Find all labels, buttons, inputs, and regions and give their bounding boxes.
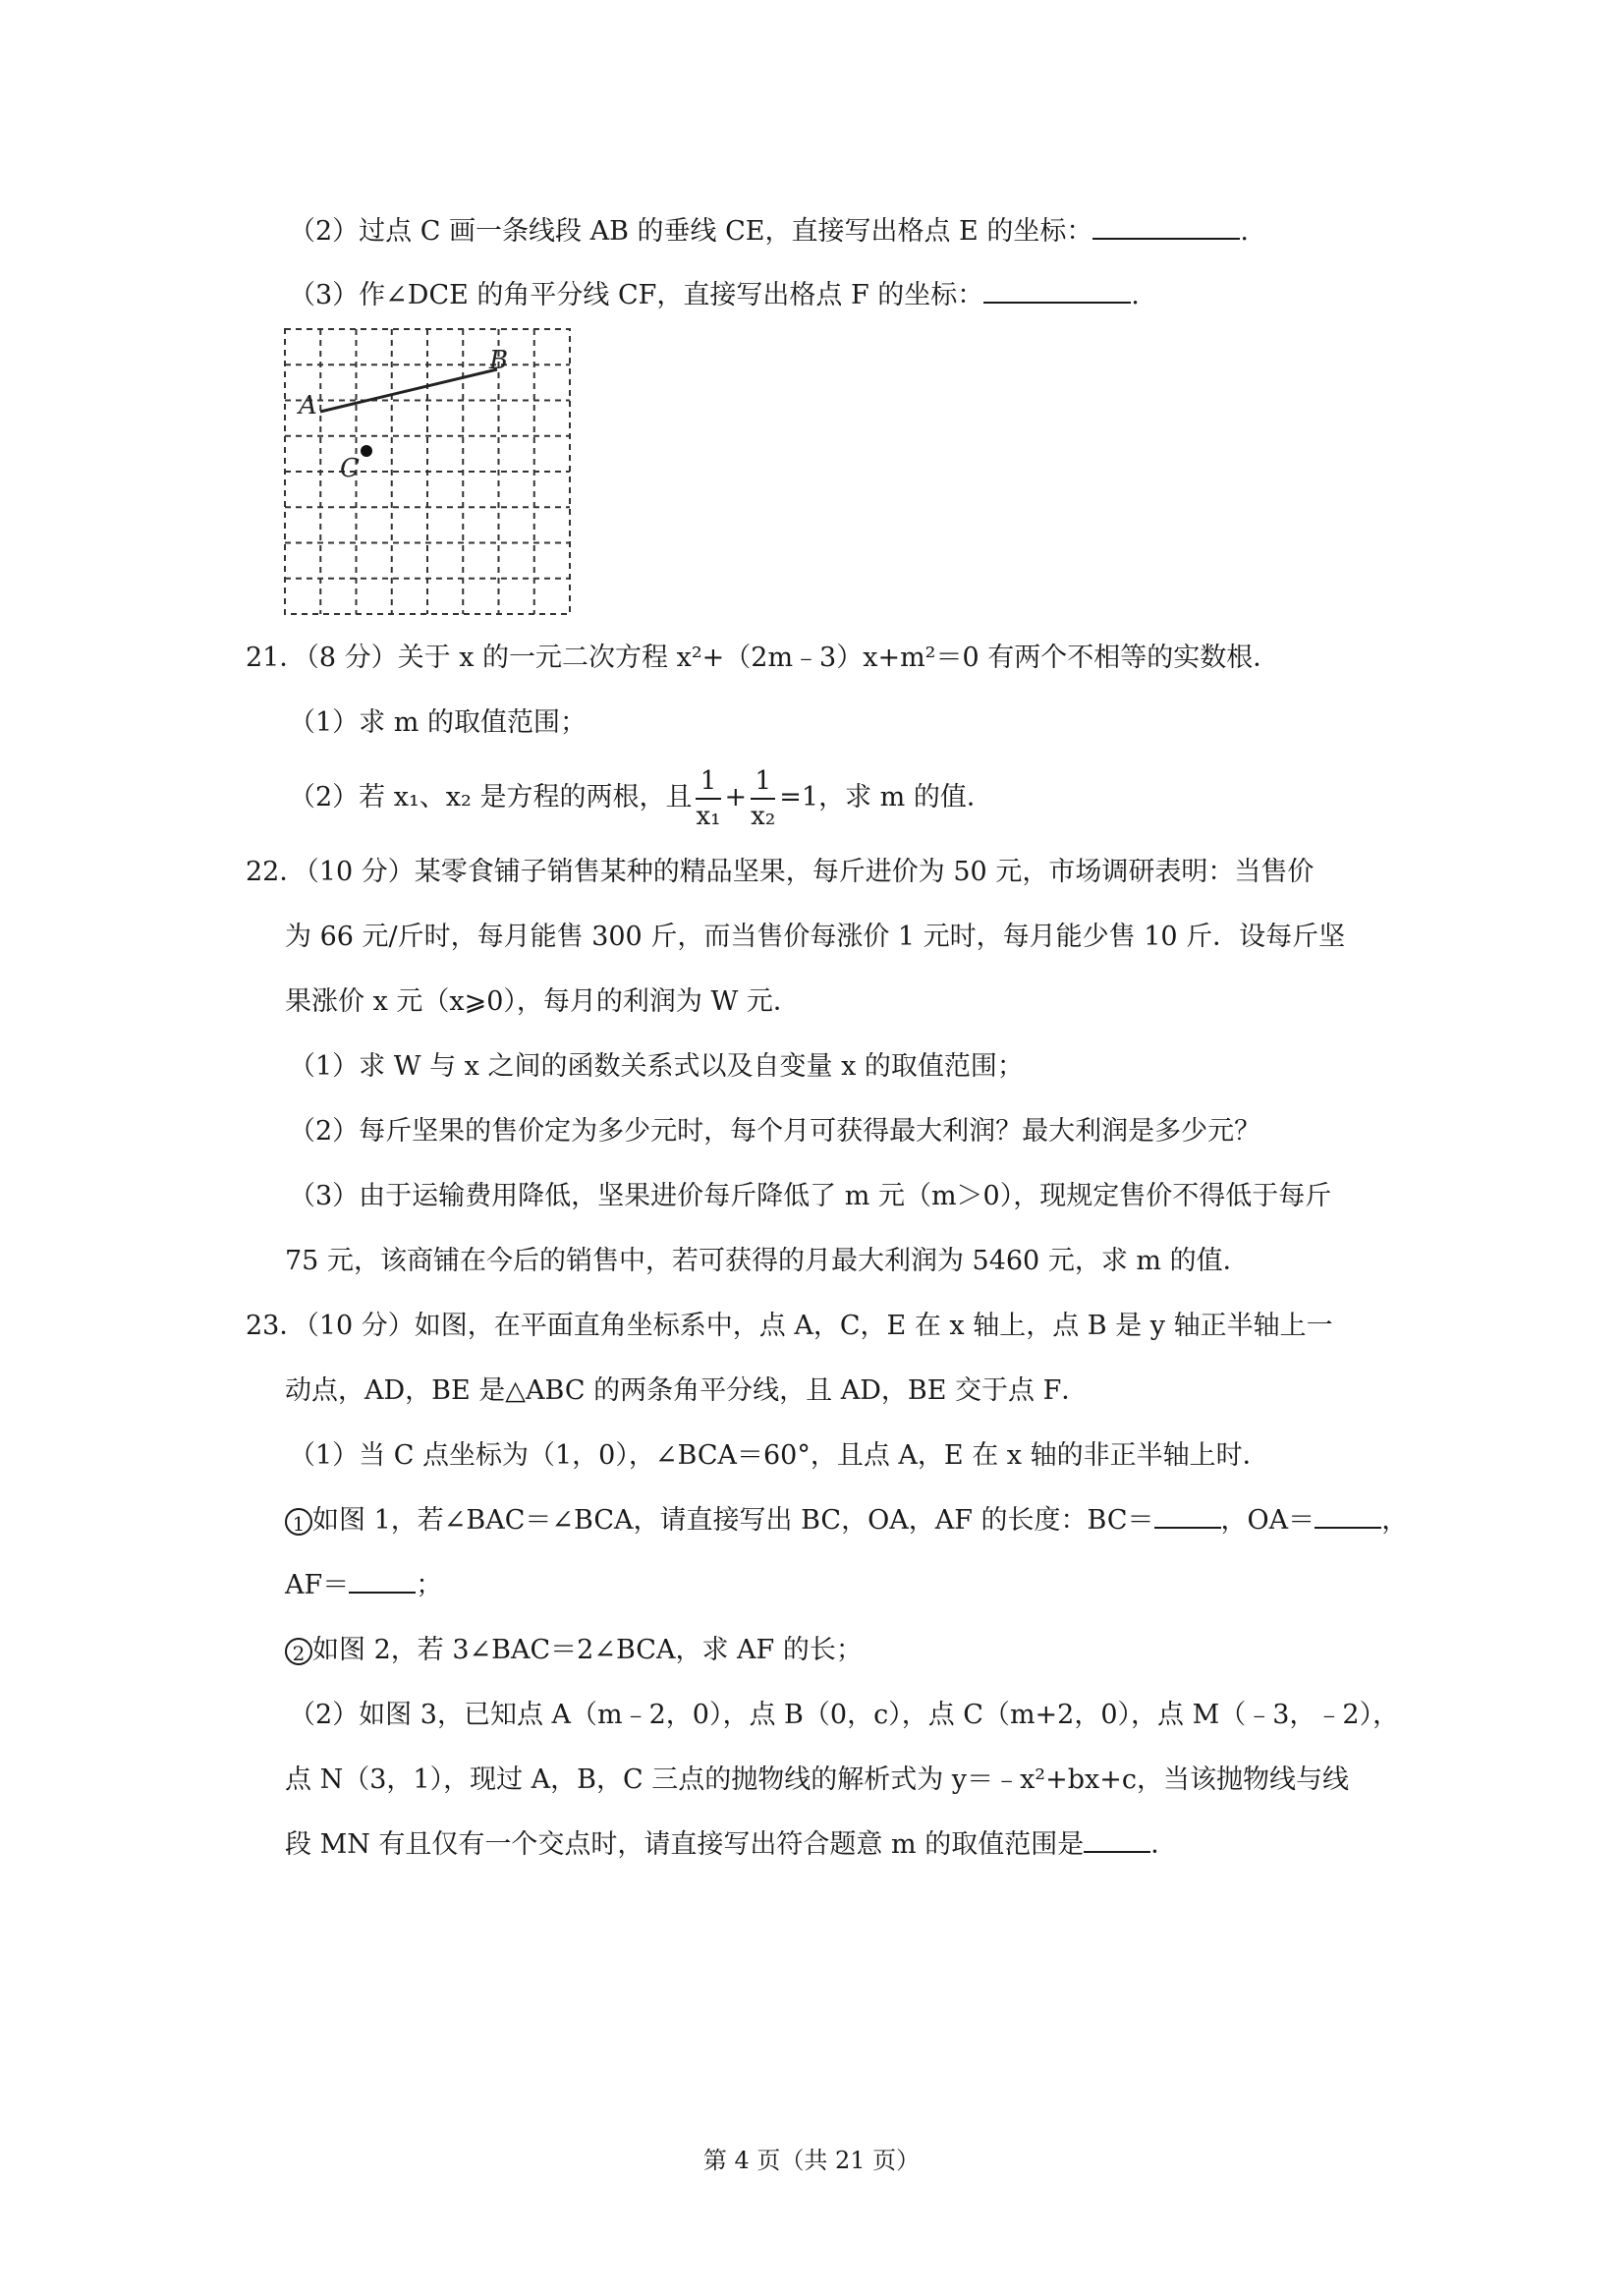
q21-part2 [289, 761, 993, 834]
fraction-1-over-x1 [696, 764, 720, 833]
answer-blank [983, 278, 1131, 304]
label-a: A [299, 391, 317, 420]
q23-sub1-oa: ，OA＝ [1220, 1505, 1315, 1536]
q23-part2-line2: 点 N（3，1），现过 A，B，C 三点的抛物线的解析式为 y＝﹣x²+bx+c，当该抛物线与线 [285, 1764, 1349, 1795]
q23-part2-line3-text: 段 MN 有且仅有一个交点时，请直接写出符合题意 m 的取值范围是 [285, 1829, 1085, 1860]
q22-part3-line2: 75 元，该商铺在今后的销售中，若可获得的月最大利润为 5460 元，求 m 的值． [285, 1246, 1250, 1276]
answer-blank [1092, 214, 1240, 240]
q22-part2: （2）每斤坚果的售价定为多少元时，每个月可获得最大利润？最大利润是多少元？ [289, 1116, 1261, 1147]
q23-part1: （1）当 C 点坐标为（1，0），∠BCA＝60°，且点 A，E 在 x 轴的非正半轴上时． [289, 1440, 1269, 1471]
q23-part2-end: ． [1150, 1829, 1178, 1860]
q23-sub1 [285, 1503, 1408, 1539]
fraction-numerator: 1 [751, 764, 775, 800]
circled-number-2: 2 [285, 1638, 312, 1665]
q22-part3-line1: （3）由于运输费用降低，坚果进价每斤降低了 m 元（m＞0），现规定售价不得低于每斤 [289, 1181, 1332, 1211]
q23-stem-line2: 动点，AD，BE 是△ABC 的两条角平分线，且 AD，BE 交于点 F． [285, 1375, 1089, 1406]
q21-part2-lead: （2）若 x₁、x₂ 是方程的两根，且 [289, 782, 693, 812]
point-c [361, 445, 372, 457]
q23-stem-line1: 23．（10 分）如图，在平面直角坐标系中，点 A，C，E 在 x 轴上，点 B 是 y 轴正半轴上一 [246, 1311, 1333, 1341]
segment-ab [320, 369, 497, 412]
q20-part3 [289, 278, 1140, 313]
fraction-1-over-x2 [751, 764, 775, 833]
q20-part3-text: （3）作∠DCE 的角平分线 CF，直接写出格点 F 的坐标： [289, 280, 984, 310]
q20-part3-end: . [1131, 280, 1140, 310]
q23-sub1-comma: ， [1381, 1505, 1409, 1536]
q20-part2-end: . [1240, 216, 1249, 247]
answer-blank [1154, 1503, 1221, 1529]
q21-part1: （1）求 m 的取值范围； [289, 707, 587, 738]
answer-blank [349, 1568, 416, 1594]
q23-sub2 [285, 1633, 863, 1668]
q20-part2 [289, 214, 1249, 250]
circled-number-1: 1 [285, 1508, 312, 1536]
q23-part2-line1: （2）如图 3，已知点 A（m﹣2，0），点 B（0，c），点 C（m+2，0），点 M（﹣3，﹣2）， [289, 1700, 1400, 1730]
q20-part2-text: （2）过点 C 画一条线段 AB 的垂线 CE，直接写出格点 E 的坐标： [289, 216, 1093, 247]
q23-sub2-text: 如图 2，若 3∠BAC＝2∠BCA，求 AF 的长； [312, 1635, 863, 1665]
q22-stem-line1: 22．（10 分）某零食铺子销售某种的精品坚果，每斤进价为 50 元，市场调研表明：当售价 [246, 857, 1315, 887]
q23-sub1-af-label: AF＝ [285, 1570, 350, 1600]
grid-lines [285, 329, 570, 614]
q22-part1: （1）求 W 与 x 之间的函数关系式以及自变量 x 的取值范围； [289, 1051, 1024, 1082]
q22-stem-line2: 为 66 元/斤时，每月能售 300 斤，而当售价每涨价 1 元时，每月能少售 10 斤．设每斤坚 [285, 922, 1346, 952]
q23-part2-line3 [285, 1827, 1177, 1863]
answer-blank [1084, 1827, 1150, 1853]
q23-sub1-semicolon: ； [416, 1570, 443, 1600]
fraction-denominator: x₁ [696, 801, 721, 831]
fraction-denominator: x₂ [751, 801, 776, 831]
q21-part2-tail: =1，求 m 的值． [779, 782, 993, 812]
q21-stem: 21．（8 分）关于 x 的一元二次方程 x²+（2m﹣3）x+m²＝0 有两个不相等的实数根． [246, 643, 1280, 673]
label-b: B [489, 346, 509, 375]
plus-sign: + [724, 782, 748, 812]
answer-blank [1315, 1503, 1381, 1529]
label-c: C [340, 454, 360, 483]
q22-stem-line3: 果涨价 x 元（x⩾0），每月的利润为 W 元． [285, 986, 800, 1017]
q23-sub1-text: 如图 1，若∠BAC＝∠BCA，请直接写出 BC，OA，AF 的长度：BC＝ [312, 1505, 1154, 1536]
grid-figure [283, 327, 578, 622]
q23-sub1-af [285, 1568, 442, 1603]
fraction-numerator: 1 [696, 764, 720, 800]
page-footer: 第 4 页（共 21 页） [702, 2147, 921, 2174]
